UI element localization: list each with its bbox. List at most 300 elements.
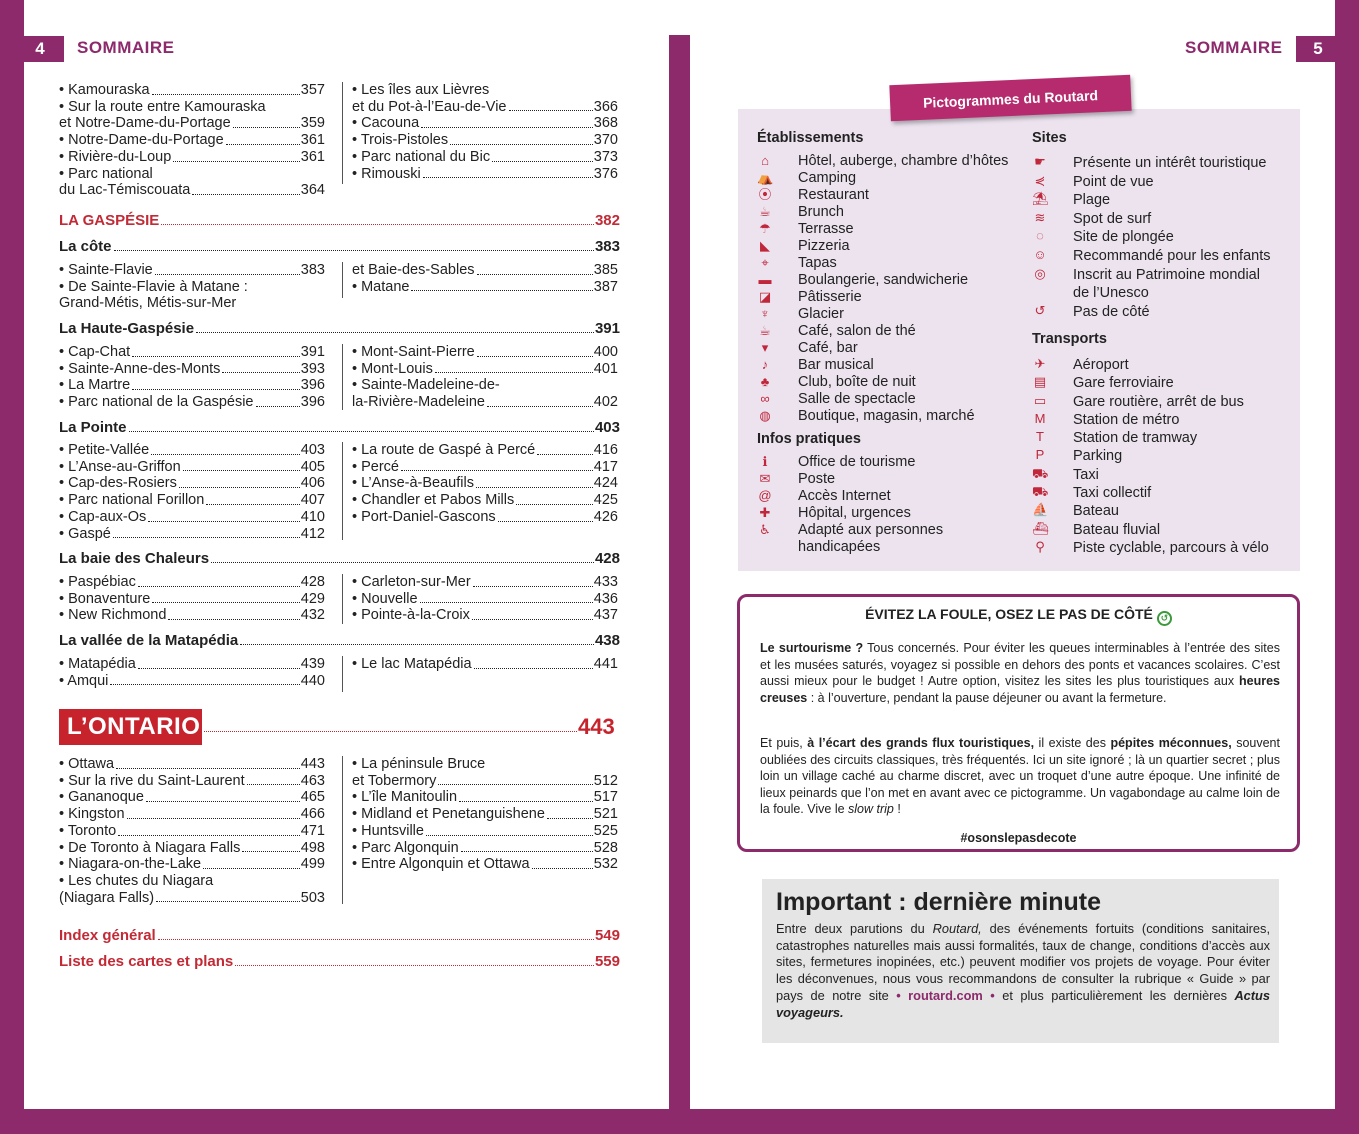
plane-icon: ✈: [1034, 356, 1046, 371]
picto-item: [757, 306, 1027, 323]
picto-label: Brunch: [798, 204, 844, 220]
dot-leader: [476, 475, 593, 488]
section-gaspesie[interactable]: LA GASPÉSIE 382: [59, 212, 620, 229]
toc-entry-line[interactable]: • Sainte-Madeleine-de-: [352, 377, 500, 394]
section-index[interactable]: Index général 549: [59, 927, 620, 944]
toc-entry-page: 443: [300, 756, 325, 772]
toc-entry-page: 370: [593, 132, 618, 149]
dot-leader: [420, 591, 593, 604]
picto-label: Point de vue: [1073, 173, 1154, 190]
toc-entry[interactable]: [59, 132, 325, 149]
sightseeing-icon: ☛: [1034, 154, 1046, 169]
picto-label: Plage: [1073, 192, 1111, 209]
toc-entry[interactable]: [352, 773, 618, 790]
toc-entry-page: 424: [593, 475, 618, 492]
picto-item: [757, 153, 1027, 170]
dot-leader: [256, 394, 300, 407]
picto-item: [757, 522, 1027, 539]
toc-entry-page: 528: [593, 839, 618, 856]
col-separator: [342, 344, 343, 410]
important-box: [762, 879, 1279, 1043]
col-separator: [342, 656, 343, 692]
toc-entry-page: 387: [593, 278, 618, 295]
foule-title: ÉVITEZ LA FOULE, OSEZ LE PAS DE CÔTÉ ↺: [740, 606, 1297, 626]
toc-entry-label: • Kingston: [59, 806, 125, 823]
picto-label: Pas de côté: [1073, 303, 1150, 320]
toc-entry-label: • Parc Algonquin: [352, 839, 459, 856]
picto-label: Bar musical: [798, 357, 874, 373]
toc-entry-label: • Niagara-on-the-Lake: [59, 856, 202, 873]
toc-entry-label: • Huntsville: [352, 822, 424, 839]
ontario-title[interactable]: L’ONTARIO: [59, 709, 202, 745]
dot-leader: [421, 115, 593, 128]
dot-leader: [116, 756, 300, 769]
dot-leader: [179, 475, 300, 488]
dot-leader: [438, 773, 592, 786]
dot-leader: [113, 526, 300, 539]
picto-item: [757, 357, 1027, 374]
sites-heading: Sites: [1032, 130, 1067, 146]
toc-entry-label: • Parc national du Bic: [352, 148, 491, 165]
toc-entry-page: 391: [300, 344, 325, 360]
train-icon: ▤: [1033, 374, 1047, 390]
dot-leader: [459, 789, 593, 802]
routard-link[interactable]: • routard.com •: [896, 987, 995, 1003]
dot-leader: [411, 279, 592, 292]
toc-entry-page: 465: [300, 789, 325, 806]
toc-entry[interactable]: [352, 789, 618, 806]
picto-item: [757, 374, 1027, 391]
picto-item: [757, 539, 1027, 556]
dot-leader: [138, 656, 300, 669]
foule-paragraph: Le surtourisme ? Tous concernés. Pour éviter les queues interminables à l’entrée des sites et les musées saturés, voyagez si possible en dehors des ponts et vacances scolaires. C’est aussi mieux pour le budget ! Autre option, visitez les sites les plus touristiques aux heures creuses : à l’ouverture, pendant la pause déjeuner ou avant la fermeture.: [760, 641, 1280, 705]
toc-entry-label: • Sainte-Flavie: [59, 262, 153, 278]
toc-entry[interactable]: [352, 840, 618, 857]
toc-entry-line[interactable]: • La péninsule Bruce: [352, 756, 486, 772]
toc-entry[interactable]: [352, 166, 618, 183]
toc-entry-page: 439: [300, 656, 325, 672]
picto-label: Restaurant: [798, 187, 869, 203]
toc-entry-label: • La route de Gaspé à Percé: [352, 442, 536, 458]
toc-entry[interactable]: [59, 492, 325, 509]
toc-entry-label: • Port-Daniel-Gascons: [352, 508, 496, 525]
toc-entry-label: du Lac-Témiscouata: [59, 182, 191, 199]
toc-entry-page: 359: [300, 115, 325, 132]
toc-entry[interactable]: [59, 459, 325, 476]
toc-entry-label: • Parc national Forillon: [59, 492, 205, 509]
section-matapedia[interactable]: La vallée de la Matapédia 438: [59, 632, 620, 649]
toc-entry-page: 361: [300, 132, 325, 149]
toc-col: [59, 756, 325, 906]
toc-col: [59, 442, 325, 542]
toc-entry-label: • Notre-Dame-du-Portage: [59, 132, 224, 149]
dot-leader: [146, 789, 300, 802]
toc-entry[interactable]: [59, 823, 325, 840]
picto-label: Piste cyclable, parcours à vélo: [1073, 539, 1269, 556]
toc-entry[interactable]: [59, 82, 325, 99]
toc-entry-page: 426: [593, 508, 618, 525]
toc-entry-page: 440: [300, 672, 325, 689]
toc-entry[interactable]: [59, 377, 325, 394]
toc-entry-label: • Sur la rive du Saint-Laurent: [59, 772, 245, 789]
dot-leader: [423, 166, 593, 179]
toc-entry-label: • Matapédia: [59, 656, 136, 672]
picto-label: Gare ferroviaire: [1073, 375, 1174, 392]
toc-entry-page: 437: [593, 607, 618, 624]
picto-label: Salle de spectacle: [798, 391, 916, 407]
toc-entry[interactable]: [59, 361, 325, 378]
toc-entry[interactable]: [59, 591, 325, 608]
picto-label: Parking: [1073, 448, 1123, 465]
toc-entry-label: • Sainte-Anne-des-Monts: [59, 360, 221, 377]
picto-list: [757, 454, 1027, 556]
toc-col: [59, 262, 325, 312]
dot-leader: [204, 731, 577, 732]
dot-leader: [110, 673, 299, 686]
picto-item: [1032, 210, 1292, 229]
picto-label: Station de tramway: [1073, 430, 1198, 447]
riverboat-icon: ⛴: [1032, 520, 1049, 536]
toc-entry-label: (Niagara Falls): [59, 889, 155, 906]
toc-entry[interactable]: [59, 890, 325, 907]
dot-leader: [242, 840, 299, 853]
dot-leader: [247, 773, 300, 786]
toc-entry-page: 532: [593, 856, 618, 873]
bike-icon: ⚲: [1035, 538, 1045, 554]
camping-icon: ⛺: [757, 170, 774, 185]
toc-entry-page: 412: [300, 525, 325, 542]
teacup-icon: ☕: [759, 323, 771, 338]
picto-item: [1032, 284, 1292, 303]
picto-item: [1032, 429, 1292, 447]
toc-entry-label: • Carleton-sur-Mer: [352, 574, 471, 590]
dot-leader: [487, 394, 593, 407]
picto-label: Club, boîte de nuit: [798, 374, 916, 390]
toc-entry-page: 429: [300, 590, 325, 607]
section-cartes[interactable]: Liste des cartes et plans 559: [59, 953, 620, 970]
dot-leader: [151, 442, 300, 455]
dot-leader: [155, 262, 300, 275]
picto-item: [1032, 173, 1292, 192]
toc-col: [59, 656, 325, 689]
shared-taxi-icon: ⛟: [1032, 484, 1049, 500]
toc-entry-line[interactable]: • Sur la route entre Kamouraska: [59, 98, 266, 115]
ontario-page: 443: [578, 714, 615, 739]
toc-entry[interactable]: [352, 574, 618, 591]
toc-entry[interactable]: [352, 361, 618, 378]
picto-item: [757, 488, 1027, 505]
dot-leader: [477, 262, 593, 275]
toc-entry[interactable]: [59, 262, 325, 279]
toc-entry[interactable]: [59, 756, 325, 773]
toc-entry[interactable]: [352, 279, 618, 296]
toc-entry-label: • Nouvelle: [352, 590, 418, 607]
toc-entry[interactable]: [59, 574, 325, 591]
diving-icon: ◌: [1036, 228, 1044, 244]
toc-entry-page: 463: [300, 772, 325, 789]
toc-entry[interactable]: [59, 806, 325, 823]
toc-col: [352, 262, 618, 295]
dot-leader: [509, 99, 593, 112]
dot-leader: [168, 607, 299, 620]
toc-entry[interactable]: [59, 475, 325, 492]
dot-leader: [547, 806, 593, 819]
dot-leader: [132, 377, 300, 390]
page-number: 5: [1296, 36, 1340, 62]
toc-entry-label: • Pointe-à-la-Croix: [352, 607, 470, 624]
toc-entry-page: 432: [300, 607, 325, 624]
picto-label: Café, bar: [798, 340, 858, 356]
toc-entry[interactable]: [59, 607, 325, 624]
toc-col: [352, 442, 618, 526]
toc-entry[interactable]: [352, 132, 618, 149]
toc-col: [352, 656, 618, 673]
toc-col: [352, 574, 618, 624]
toc-entry-page: 525: [593, 822, 618, 839]
picto-item: [757, 391, 1027, 408]
toc-entry[interactable]: [352, 607, 618, 624]
important-title: Important : dernière minute: [776, 888, 1102, 916]
toc-entry[interactable]: [59, 394, 325, 411]
toc-entry[interactable]: [352, 459, 618, 476]
toc-entry[interactable]: [352, 806, 618, 823]
toc-entry[interactable]: [59, 673, 325, 690]
picto-label: Tapas: [798, 255, 837, 271]
picto-label: Station de métro: [1073, 411, 1180, 428]
picto-label: Pizzeria: [798, 238, 850, 254]
toc-entry-label: • L’Anse-au-Griffon: [59, 458, 181, 475]
picto-item: [1032, 191, 1292, 210]
toc-entry[interactable]: [352, 99, 618, 116]
toc-entry-label: • Trois-Pistoles: [352, 132, 449, 149]
picto-item: [757, 204, 1027, 221]
toc-entry[interactable]: [352, 856, 618, 873]
foule-paragraph: Et puis, à l’écart des grands flux touristiques, il existe des pépites méconnues, souvent oubliées des circuits classiques, très fréquentés. Ici un site ignoré ; là un quartier secret ; plus loin un village caché au charme discret, avec un troquet d’une autre époque. Une infinité de lieux peinards que l’on met en avant avec ce pictogramme. Un vagabondage au calme loin de la foule. Vive le slow trip !: [760, 736, 1280, 816]
col-separator: [342, 82, 343, 184]
dot-leader: [233, 115, 300, 128]
picto-item: [757, 255, 1027, 272]
picto-list: [1032, 356, 1292, 557]
tapas-icon: ⌖: [761, 255, 769, 270]
dot-leader: [156, 890, 300, 903]
toc-entry-label: • Ottawa: [59, 756, 115, 772]
at-icon: @: [758, 488, 772, 503]
toc-entry-label: • Entre Algonquin et Ottawa: [352, 856, 530, 873]
toc-entry[interactable]: [59, 840, 325, 857]
picto-label: Boutique, magasin, marché: [798, 408, 975, 424]
picto-label: Office de tourisme: [798, 454, 916, 470]
col-separator: [342, 574, 343, 624]
dot-leader: [401, 459, 593, 472]
page-header: SOMMAIRE: [77, 38, 175, 57]
toc-entry[interactable]: [352, 475, 618, 492]
picto-label: Spot de surf: [1073, 210, 1152, 227]
toc-entry[interactable]: [59, 182, 325, 199]
toc-entry[interactable]: [352, 394, 618, 411]
toc-entry-page: 401: [593, 360, 618, 377]
toc-entry[interactable]: [352, 823, 618, 840]
unesco-icon: ◎: [1034, 265, 1046, 281]
picto-item: [1032, 356, 1292, 374]
toc-entry-line[interactable]: Grand-Métis, Métis-sur-Mer: [59, 295, 237, 312]
picto-item: [1032, 228, 1292, 247]
picto-label: Bateau fluvial: [1073, 521, 1161, 538]
toc-entry-label: • Bonaventure: [59, 590, 151, 607]
toc-entry-label: • Mont-Saint-Pierre: [352, 344, 475, 360]
toc-entry[interactable]: [352, 149, 618, 166]
toc-col: [352, 82, 618, 182]
shopping-icon: ◍: [759, 408, 771, 423]
toc-entry-page: 433: [593, 574, 618, 590]
picto-item: [1032, 484, 1292, 502]
toc-entry[interactable]: [352, 492, 618, 509]
toc-entry-page: 503: [300, 889, 325, 906]
toc-entry-label: • New Richmond: [59, 607, 167, 624]
dot-leader: [226, 132, 300, 145]
parking-icon: P: [1035, 447, 1045, 463]
picto-label: Aéroport: [1073, 357, 1129, 373]
toc-col: [352, 756, 618, 873]
picto-item: [757, 238, 1027, 255]
toc-entry-page: 383: [300, 262, 325, 278]
toc-entry-line[interactable]: • Les chutes du Niagara: [59, 872, 214, 889]
wheelchair-icon: ♿: [759, 522, 771, 537]
picto-label: Adapté aux personnes: [798, 522, 944, 538]
toc-entry-label: • Percé: [352, 458, 399, 475]
toc-entry[interactable]: [352, 442, 618, 459]
toc-entry-page: 373: [593, 148, 618, 165]
toc-entry-page: 403: [300, 442, 325, 458]
toc-entry-page: 512: [593, 772, 618, 789]
picto-item: [757, 471, 1027, 488]
toc-entry[interactable]: [59, 526, 325, 543]
children-icon: ☺: [1033, 246, 1047, 262]
toc-entry[interactable]: [352, 591, 618, 608]
toc-entry-page: 428: [300, 574, 325, 590]
section-cote[interactable]: La côte 383: [59, 238, 620, 255]
toc-entry[interactable]: [352, 262, 618, 279]
toc-entry-line[interactable]: • De Sainte-Flavie à Matane :: [59, 278, 248, 295]
toc-entry[interactable]: [59, 509, 325, 526]
infos-heading: Infos pratiques: [757, 431, 861, 447]
toc-entry-label: • Petite-Vallée: [59, 442, 150, 458]
toc-entry-label: • Cacouna: [352, 115, 420, 132]
toc-entry-label: • Rivière-du-Loup: [59, 148, 172, 165]
info-icon: ℹ: [762, 454, 768, 469]
dot-leader: [206, 492, 299, 505]
dot-leader: [450, 132, 593, 145]
picto-item: [757, 323, 1027, 340]
dot-leader: [516, 492, 593, 505]
section-pointe[interactable]: La Pointe 403: [59, 419, 620, 436]
toc-entry-page: 364: [300, 182, 325, 199]
side-step-icon: ↺: [1034, 302, 1046, 318]
toc-entry-line[interactable]: • Les îles aux Lièvres: [352, 82, 490, 98]
toc-entry[interactable]: [352, 656, 618, 673]
toc-entry-page: 425: [593, 492, 618, 509]
toc-entry[interactable]: [59, 773, 325, 790]
col-separator: [342, 262, 343, 298]
toc-entry-label: • L’Anse-à-Beaufils: [352, 475, 474, 492]
toc-entry-label: • Cap-Chat: [59, 344, 131, 360]
picto-label: handicapées: [798, 539, 881, 555]
taxi-icon: ⛟: [1032, 465, 1049, 481]
toc-entry[interactable]: [59, 442, 325, 459]
picto-label: Site de plongée: [1073, 229, 1174, 246]
toc-entry[interactable]: [59, 344, 325, 361]
picto-label: Accès Internet: [798, 488, 891, 504]
toc-entry-line[interactable]: • Parc national: [59, 165, 153, 182]
picto-label: Taxi: [1073, 466, 1099, 483]
toc-entry[interactable]: [59, 789, 325, 806]
terrace-icon: ☂: [759, 221, 771, 236]
music-icon: ♪: [761, 357, 769, 372]
toc-entry-page: 393: [300, 360, 325, 377]
hashtag: #osonslepasdecote: [960, 831, 1077, 845]
foule-box: [737, 594, 1300, 852]
bus-icon: ▭: [1033, 392, 1047, 408]
dot-leader: [127, 806, 300, 819]
dot-leader: [192, 182, 299, 195]
toc-entry-label: • L’île Manitoulin: [352, 789, 458, 806]
picto-item: [1032, 447, 1292, 465]
toc-entry[interactable]: [352, 115, 618, 132]
toc-entry-label: • Kamouraska: [59, 82, 150, 98]
toc-entry[interactable]: [59, 856, 325, 873]
picto-item: [1032, 502, 1292, 520]
col-separator: [342, 756, 343, 904]
toc-entry-label: • Cap-des-Rosiers: [59, 475, 177, 492]
col-separator: [342, 442, 343, 540]
toc-entry-page: 400: [593, 344, 618, 360]
page-header: SOMMAIRE: [1185, 38, 1283, 57]
beach-icon: ⛱: [1032, 191, 1049, 207]
toc-entry-page: 357: [300, 82, 325, 98]
toc-col: [352, 344, 618, 411]
toc-entry[interactable]: [352, 509, 618, 526]
toc-entry-page: 517: [593, 789, 618, 806]
toc-entry[interactable]: [59, 115, 325, 132]
pastry-icon: ◪: [758, 289, 772, 304]
toc-entry[interactable]: [59, 149, 325, 166]
toc-entry-page: 521: [593, 806, 618, 823]
etablissements-heading: Établissements: [757, 130, 864, 146]
mail-icon: ✉: [759, 471, 771, 486]
dot-leader: [492, 149, 593, 162]
brunch-icon: ☕: [759, 204, 771, 219]
picto-item: [757, 454, 1027, 471]
toc-entry[interactable]: [59, 656, 325, 673]
picto-item: [1032, 247, 1292, 266]
dot-leader: [537, 442, 593, 455]
toc-entry-label: • Paspébiac: [59, 574, 136, 590]
icecream-icon: ♆: [760, 306, 770, 321]
picto-list: [1032, 154, 1292, 321]
picto-list: [757, 153, 1027, 425]
picto-item: [757, 408, 1027, 425]
picto-item: [757, 170, 1027, 187]
toc-entry-page: 385: [593, 262, 618, 278]
toc-entry-label: et Notre-Dame-du-Portage: [59, 115, 231, 132]
section-chaleurs[interactable]: La baie des Chaleurs 428: [59, 550, 620, 567]
dot-leader: [474, 656, 593, 669]
picto-item: [1032, 393, 1292, 411]
picto-item: [1032, 411, 1292, 429]
dot-leader: [148, 509, 300, 522]
section-haute-gaspesie[interactable]: La Haute-Gaspésie 391: [59, 320, 620, 337]
dot-leader: [222, 361, 299, 374]
toc-entry[interactable]: [352, 344, 618, 361]
